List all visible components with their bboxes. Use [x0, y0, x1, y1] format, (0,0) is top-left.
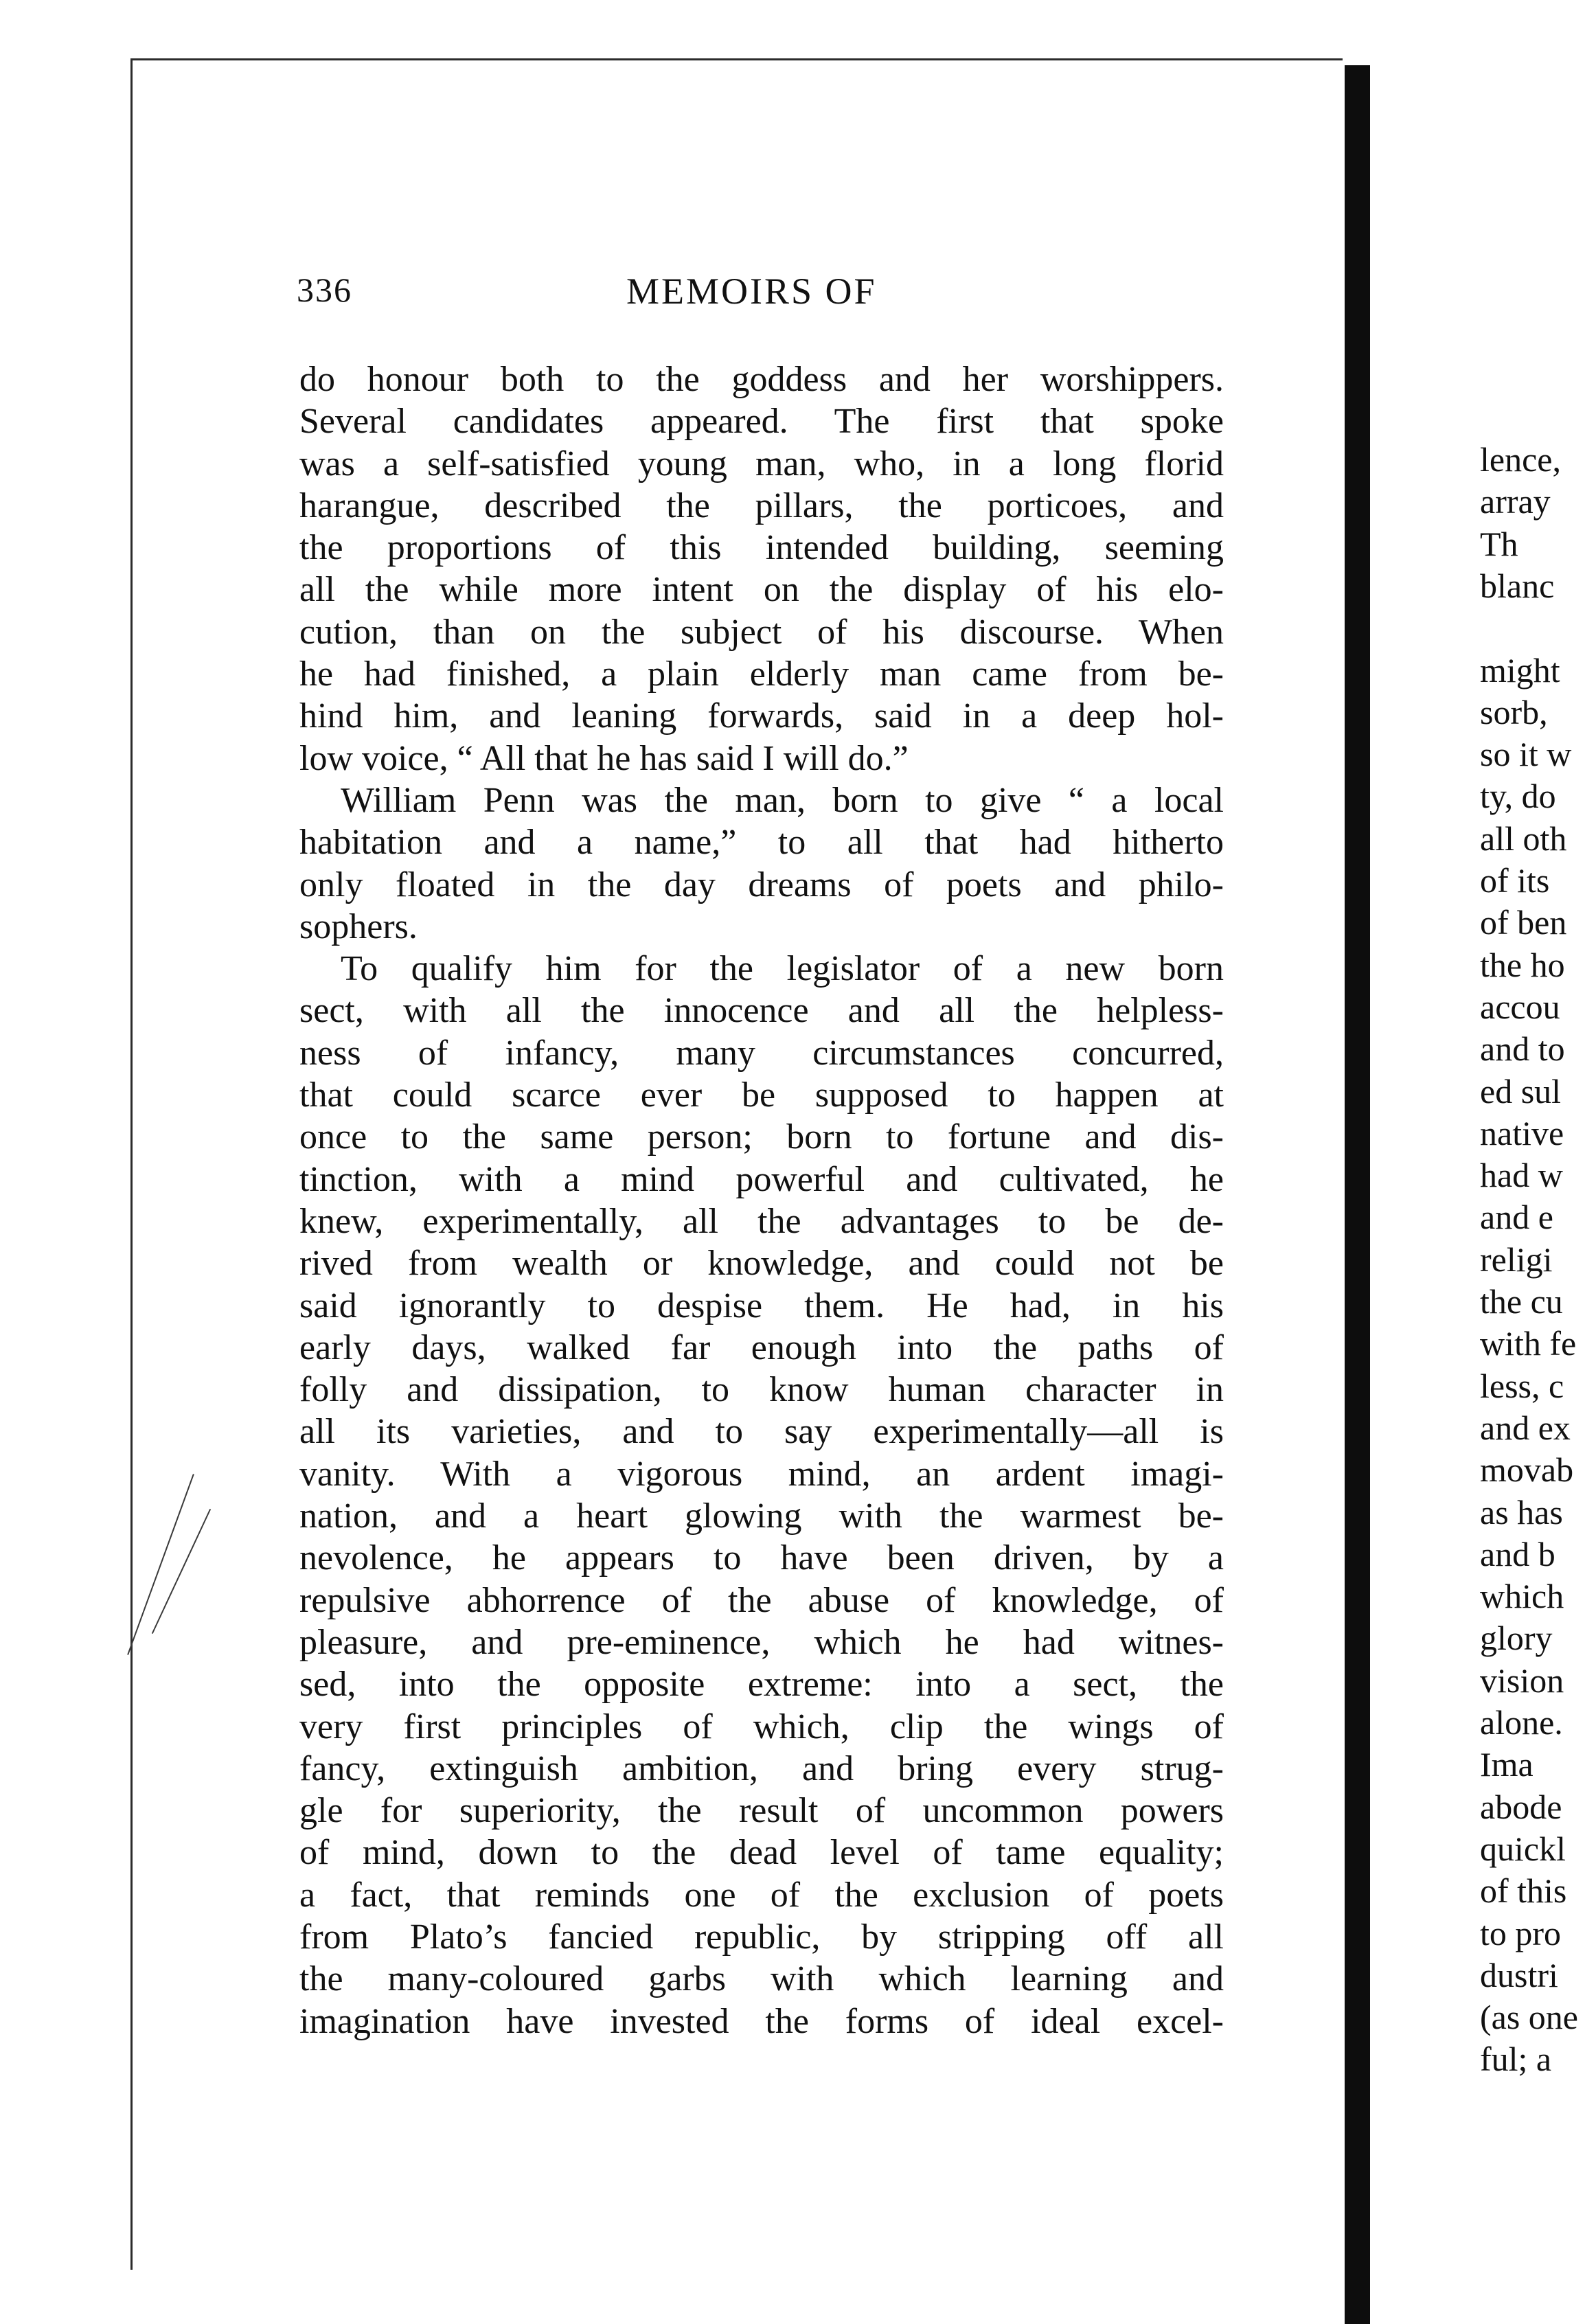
facing-page-fragment: to pro	[1480, 1913, 1562, 1952]
text-line: low voice, “ All that he has said I will do.”	[299, 738, 909, 778]
text-line: sophers.	[299, 907, 418, 946]
facing-page-fragment: ful; a	[1480, 2040, 1552, 2079]
text-line: that could scarce ever be supposed to happen at	[299, 1075, 1224, 1115]
facing-page-fragment: and to	[1480, 1029, 1565, 1069]
text-line: very first principles of which, clip the wings of	[299, 1707, 1224, 1746]
facing-page-fragment: all oth	[1480, 819, 1567, 858]
text-line: only floated in the day dreams of poets and philo-	[299, 865, 1224, 904]
facing-page-fragment: and ex	[1480, 1408, 1571, 1447]
text-line: tinction, with a mind powerful and cultivated, he	[299, 1159, 1224, 1199]
facing-page-fragment: and e	[1480, 1198, 1553, 1237]
facing-page-fragment: which	[1480, 1577, 1564, 1616]
facing-page-fragment: might	[1480, 650, 1560, 690]
text-line: do honour both to the goddess and her worshippers.	[299, 360, 1224, 399]
facing-page-fragment: so it w	[1480, 735, 1572, 774]
text-line: all the while more intent on the display of his elo-	[299, 570, 1224, 610]
text-line: nation, and a heart glowing with the warmest be-	[299, 1496, 1224, 1536]
facing-page-fragment: accou	[1480, 987, 1560, 1026]
text-line: Several candidates appeared. The first that spoke	[299, 402, 1224, 442]
facing-page-fragment: alone.	[1480, 1703, 1563, 1742]
facing-page-fragment: and b	[1480, 1534, 1555, 1573]
running-head: MEMOIRS OF	[626, 271, 877, 312]
text-line: was a self-satisfied young man, who, in a long florid	[299, 444, 1224, 483]
facing-page-fragment: Ima	[1480, 1745, 1533, 1784]
facing-page-fragment: (as one	[1480, 1998, 1578, 2037]
text-line: early days, walked far enough into the paths of	[299, 1328, 1224, 1367]
text-line: rived from wealth or knowledge, and could not be	[299, 1244, 1224, 1284]
facing-page-fragment: array	[1480, 482, 1551, 521]
facing-page-fragment: religi	[1480, 1240, 1553, 1279]
facing-page-fragment: less, c	[1480, 1366, 1564, 1405]
facing-page-fragment: lence,	[1480, 440, 1561, 479]
text-line: ness of infancy, many circumstances concurred,	[299, 1033, 1224, 1073]
facing-page-fragment: abode	[1480, 1787, 1562, 1826]
text-line: cution, than on the subject of his discourse. When	[299, 612, 1224, 652]
text-line: harangue, described the pillars, the porticoes, and	[299, 486, 1224, 525]
text-line: vanity. With a vigorous mind, an ardent imagi-	[299, 1454, 1224, 1494]
text-line: sed, into the opposite extreme: into a sect, the	[299, 1665, 1224, 1705]
facing-page-fragment: as has	[1480, 1492, 1563, 1531]
text-line: gle for superiority, the result of uncommon powers	[299, 1791, 1224, 1831]
text-line: said ignorantly to despise them. He had, in his	[299, 1286, 1224, 1325]
text-line: hind him, and leaning forwards, said in a deep hol-	[299, 696, 1224, 736]
text-line: folly and dissipation, to know human character in	[299, 1370, 1224, 1410]
text-line: sect, with all the innocence and all the helpless-	[299, 991, 1224, 1031]
text-line: William Penn was the man, born to give “ a local	[341, 780, 1224, 820]
page-header	[297, 270, 1224, 318]
facing-page-fragment: of its	[1480, 861, 1550, 900]
text-line: once to the same person; born to fortune and dis-	[299, 1117, 1224, 1157]
text-line: habitation and a name,” to all that had hitherto	[299, 823, 1224, 863]
text-line: a fact, that reminds one of the exclusion of poets	[299, 1875, 1224, 1915]
facing-page-fragment: had w	[1480, 1156, 1563, 1195]
text-line: To qualify him for the legislator of a new born	[341, 949, 1224, 989]
text-line: knew, experimentally, all the advantages to be de-	[299, 1201, 1224, 1241]
facing-page-fragment: dustri	[1480, 1955, 1558, 1994]
facing-page-fragment: of this	[1480, 1871, 1567, 1911]
text-line: repulsive abhorrence of the abuse of knowledge, of	[299, 1580, 1224, 1620]
text-line: all its varieties, and to say experimentally—all is	[299, 1412, 1224, 1452]
facing-page-fragment: sorb,	[1480, 692, 1548, 731]
text-line: fancy, extinguish ambition, and bring every strug-	[299, 1748, 1224, 1788]
text-line: nevolence, he appears to have been driven, by a	[299, 1538, 1224, 1578]
text-line: from Plato’s fancied republic, by stripping off all	[299, 1917, 1224, 1957]
facing-page-fragment: blanc	[1480, 566, 1555, 605]
text-line: the many-coloured garbs with which learning and	[299, 1959, 1224, 1999]
text-line: imagination have invested the forms of ideal excel-	[299, 2001, 1224, 2041]
text-line: of mind, down to the dead level of tame equality;	[299, 1833, 1224, 1873]
body-text	[299, 358, 1224, 2042]
facing-page-fragment: with fe	[1480, 1324, 1577, 1363]
text-line: he had finished, a plain elderly man came from be-	[299, 654, 1224, 694]
facing-page-fragment: movab	[1480, 1450, 1574, 1490]
facing-page-fragment: the ho	[1480, 945, 1565, 984]
text-line: pleasure, and pre-eminence, which he had witnes-	[299, 1622, 1224, 1662]
facing-page-fragment: glory	[1480, 1619, 1553, 1658]
text-line: the proportions of this intended building, seeming	[299, 528, 1224, 568]
page-number: 336	[297, 271, 352, 309]
facing-page-fragment: native	[1480, 1113, 1564, 1152]
facing-page-fragment: vision	[1480, 1661, 1564, 1700]
facing-page-fragment: quickl	[1480, 1829, 1566, 1868]
facing-page-fragment: ty, do	[1480, 777, 1556, 816]
margin-mark	[152, 1509, 211, 1634]
facing-page-fragment: ed sul	[1480, 1071, 1562, 1110]
facing-page-fragment: Th	[1480, 524, 1518, 563]
facing-page	[1370, 65, 1585, 2324]
facing-page-fragment: of ben	[1480, 903, 1567, 942]
facing-page-fragment: the cu	[1480, 1282, 1563, 1321]
